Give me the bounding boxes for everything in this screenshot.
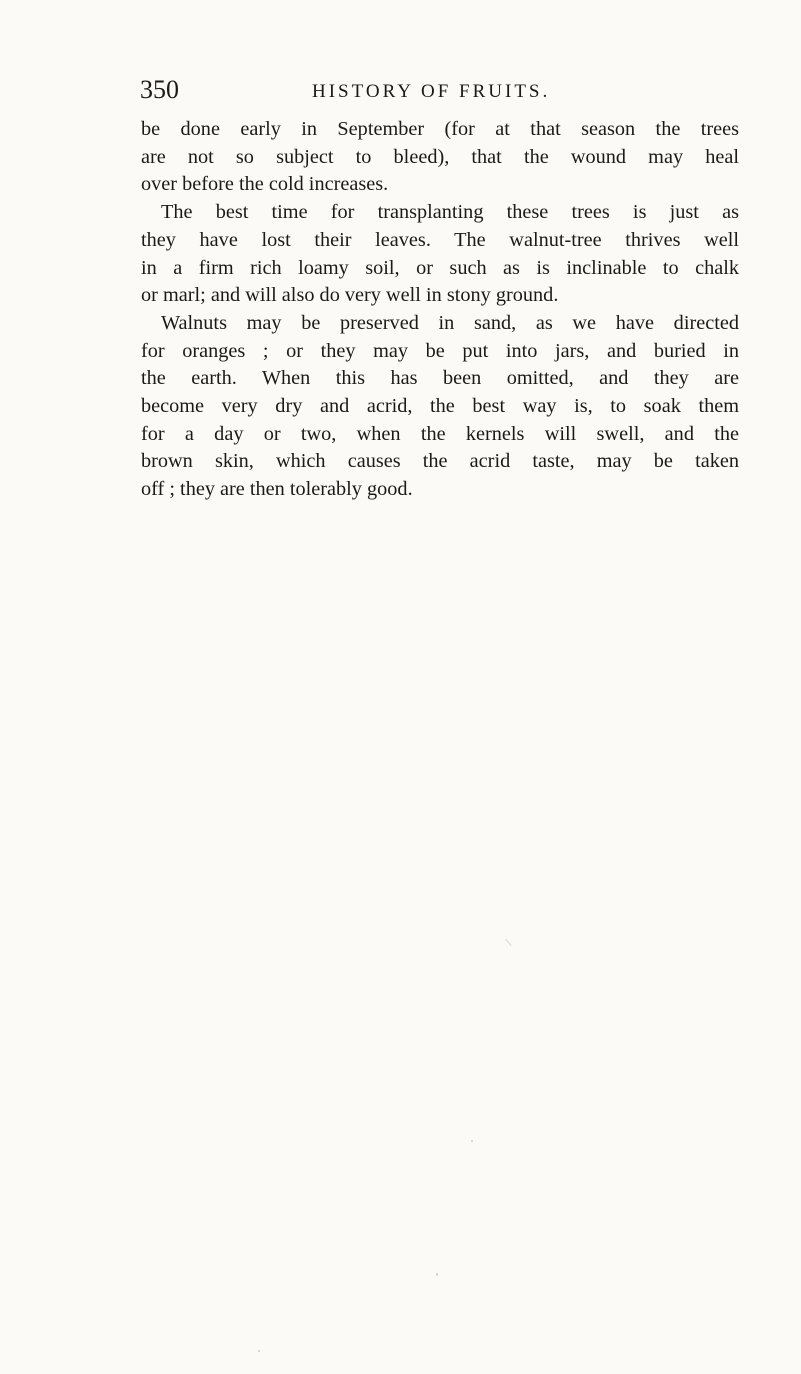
text-line: are not so subject to bleed), that the wound may heal [141, 145, 739, 168]
text-line: they have lost their leaves. The walnut-tree thrives well [141, 228, 739, 251]
text-line: The best time for transplanting these trees is just as [161, 201, 739, 224]
text-line: in a firm rich loamy soil, or such as is inclinable to chalk [141, 256, 739, 279]
text-line: the earth. When this has been omitted, and they are [141, 367, 739, 390]
running-head [140, 74, 740, 114]
paper-speck [436, 1273, 438, 1276]
text-line: for oranges ; or they may be put into jars, and buried in [141, 339, 739, 362]
text-line: over before the cold increases. [141, 173, 389, 196]
paper-speck [258, 1350, 260, 1352]
page-number: 350 [140, 75, 179, 104]
paper-speck [471, 1140, 473, 1142]
text-line: brown skin, which causes the acrid taste, may be taken [141, 450, 739, 473]
text-line: off ; they are then tolerably good. [141, 478, 413, 501]
text-line: Walnuts may be preserved in sand, as we have directed [161, 311, 739, 334]
text-line: be done early in September (for at that season the trees [141, 118, 739, 140]
paper-speck [505, 939, 512, 947]
text-line: or marl; and will also do very well in stony ground. [141, 284, 559, 307]
body-text [141, 116, 739, 504]
text-line: for a day or two, when the kernels will swell, and the [141, 422, 739, 445]
text-line: become very dry and acrid, the best way is, to soak them [141, 395, 739, 418]
running-title: HISTORY OF FRUITS. [312, 81, 551, 102]
